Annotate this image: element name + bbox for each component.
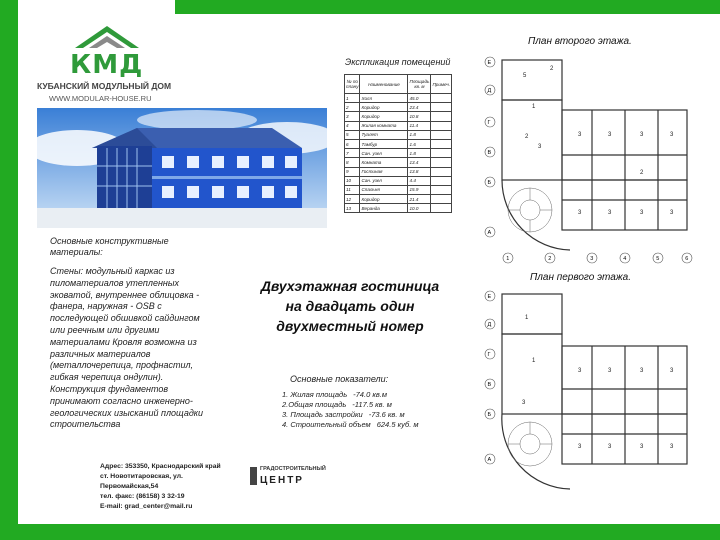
plan-axes <box>485 57 692 263</box>
center-logo-mark-icon <box>250 467 257 485</box>
table-cell: 3 <box>345 112 360 121</box>
table-row <box>345 149 452 158</box>
indicators-heading: Основные показатели: <box>290 374 389 384</box>
explication-title: Экспликация помещений <box>345 57 451 67</box>
table-row <box>345 158 452 167</box>
table-cell: 6 <box>345 139 360 148</box>
explication-table <box>344 74 452 213</box>
document-title <box>230 276 470 336</box>
table-cell: Спальня <box>360 185 408 194</box>
axis-letter-label: А <box>487 457 492 463</box>
svg-text:3: 3 <box>640 132 644 138</box>
axis-letter-label: Д <box>487 322 492 328</box>
center-logo-line1: ГРАДОСТРОИТЕЛЬНЫЙ <box>260 466 326 472</box>
title-line: на двадцать один <box>285 298 415 314</box>
left-green-border <box>0 0 18 540</box>
table-cell: Жилая комната <box>360 121 408 130</box>
svg-text:3: 3 <box>670 210 674 216</box>
table-cell <box>431 112 452 121</box>
axis-letter-label: Г <box>487 120 491 126</box>
company-logo <box>37 18 177 108</box>
table-cell: 7 <box>345 149 360 158</box>
table-row <box>345 94 452 103</box>
svg-text:3: 3 <box>640 444 644 450</box>
center-logo-line2: ЦЕНТР <box>260 475 304 486</box>
table-cell: 45.0 <box>408 94 431 103</box>
table-cell: 13.4 <box>408 158 431 167</box>
svg-text:3: 3 <box>608 210 612 216</box>
table-cell: Комната <box>360 158 408 167</box>
svg-text:3: 3 <box>608 132 612 138</box>
svg-text:1: 1 <box>532 104 536 110</box>
axis-number-label: 1 <box>506 256 510 262</box>
indicator-item: 2.Общая площадь -117.5 кв. м <box>282 400 392 409</box>
table-cell: Гостиная <box>360 167 408 176</box>
column-header: Наименование <box>360 75 408 94</box>
address-email: E-mail: grad_center@mail.ru <box>100 503 193 510</box>
title-line: двухместный номер <box>276 318 424 334</box>
axis-letter-label: Е <box>487 294 492 300</box>
table-cell: Холл <box>360 94 408 103</box>
address-phone: тел. факс: (86158) 3 32-19 <box>100 493 185 500</box>
axis-number-label: 2 <box>548 256 552 262</box>
table-cell <box>431 176 452 185</box>
table-cell <box>431 103 452 112</box>
table-cell: Коридор <box>360 103 408 112</box>
top-green-border <box>175 0 720 14</box>
table-row <box>345 176 452 185</box>
table-header-row <box>345 75 452 94</box>
table-cell <box>431 204 452 213</box>
table-cell: Туалет <box>360 130 408 139</box>
table-cell: 13.8 <box>408 167 431 176</box>
table-cell: 5 <box>345 130 360 139</box>
plan-axes <box>485 291 495 464</box>
table-cell: 11 <box>345 185 360 194</box>
svg-text:3: 3 <box>578 444 582 450</box>
table-cell: Тамбур <box>360 139 408 148</box>
table-cell: 1.6 <box>408 139 431 148</box>
axis-letter-label: А <box>487 230 492 236</box>
indicator-item: 4. Строительный объем 624.5 куб. м <box>282 420 419 429</box>
table-cell: 21.4 <box>408 195 431 204</box>
first-floor-plan <box>480 284 698 504</box>
title-line: Двухэтажная гостиница <box>260 278 440 294</box>
table-cell <box>431 139 452 148</box>
table-cell <box>431 167 452 176</box>
svg-text:3: 3 <box>608 368 612 374</box>
axis-letter-label: В <box>487 150 492 156</box>
address-line: Адрес: 353350, Краснодарский край <box>100 463 221 470</box>
svg-text:5: 5 <box>523 73 527 79</box>
axis-letter-label: Е <box>487 60 492 66</box>
materials-text: Стены: модульный каркас из пиломатериалов утепленных эковатой, внутреннее облицовка - фанера, наружная - OSB с последующей обшивкой сайдингом или реечным или другими материалами Кровля возможна из различных материалов (металлочерепица, профнастил, гибкая черепица ондулин). Конструкция фундаментов принимают согласно инженерно-геологических изысканий площадки строительства <box>50 266 204 430</box>
table-cell: 10.8 <box>408 112 431 121</box>
svg-text:3: 3 <box>538 144 542 150</box>
table-cell: 10.0 <box>408 204 431 213</box>
axis-letter-label: Б <box>487 412 492 418</box>
table-cell: 2 <box>345 103 360 112</box>
svg-text:3: 3 <box>640 368 644 374</box>
table-cell <box>431 185 452 194</box>
svg-text:3: 3 <box>640 210 644 216</box>
axis-number-label: 3 <box>590 256 594 262</box>
table-cell: 12 <box>345 195 360 204</box>
table-cell: Сан. узел <box>360 149 408 158</box>
table-cell: 1 <box>345 94 360 103</box>
first-floor-plan-title: План первого этажа. <box>530 272 631 283</box>
svg-text:2: 2 <box>550 66 554 72</box>
table-cell: 1.8 <box>408 130 431 139</box>
table-cell: 4 <box>345 121 360 130</box>
axis-number-label: 4 <box>623 256 627 262</box>
bottom-green-border <box>0 524 720 540</box>
table-row <box>345 130 452 139</box>
svg-text:3: 3 <box>670 368 674 374</box>
axis-letter-label: Г <box>487 352 491 358</box>
table-cell <box>431 158 452 167</box>
logo-company-name: КУБАНСКИЙ МОДУЛЬНЫЙ ДОМ <box>37 81 172 91</box>
table-row <box>345 103 452 112</box>
house-roof-icon <box>67 24 147 52</box>
svg-text:3: 3 <box>522 400 526 406</box>
table-row <box>345 139 452 148</box>
table-cell: Сан. узел <box>360 176 408 185</box>
svg-text:3: 3 <box>670 444 674 450</box>
svg-text:3: 3 <box>670 132 674 138</box>
svg-text:3: 3 <box>578 132 582 138</box>
table-cell <box>431 94 452 103</box>
table-row <box>345 112 452 121</box>
svg-text:2: 2 <box>525 134 529 140</box>
table-cell <box>431 149 452 158</box>
svg-text:3: 3 <box>578 210 582 216</box>
svg-text:2: 2 <box>640 170 644 176</box>
table-cell: 23.4 <box>408 103 431 112</box>
column-header: Примеч. <box>431 75 452 94</box>
logo-letters: КМД <box>70 50 144 80</box>
table-cell: 4.4 <box>408 176 431 185</box>
grad-center-logo <box>250 466 340 488</box>
axis-letter-label: Б <box>487 180 492 186</box>
axis-number-label: 5 <box>656 256 660 262</box>
svg-text:3: 3 <box>578 368 582 374</box>
table-row <box>345 167 452 176</box>
axis-number-label: 6 <box>685 256 689 262</box>
building-rendering <box>37 108 327 228</box>
column-header: № по плану <box>345 75 360 94</box>
indicators-list <box>282 390 419 430</box>
axis-letter-label: Д <box>487 88 492 94</box>
axis-letter-label: В <box>487 382 492 388</box>
table-cell: 13 <box>345 204 360 213</box>
svg-text:1: 1 <box>525 315 529 321</box>
indicator-item: 3. Площадь застройки -73.6 кв. м <box>282 410 405 419</box>
table-cell <box>431 130 452 139</box>
table-row <box>345 204 452 213</box>
table-cell: 8 <box>345 158 360 167</box>
table-cell: Коридор <box>360 112 408 121</box>
column-header: Площадь кв. м <box>408 75 431 94</box>
contact-address <box>100 462 240 512</box>
table-row <box>345 195 452 204</box>
table-cell: 10 <box>345 176 360 185</box>
table-row <box>345 185 452 194</box>
svg-text:1: 1 <box>532 358 536 364</box>
table-cell: Коридор <box>360 195 408 204</box>
materials-heading: Основные конструктивные материалы: <box>50 236 169 257</box>
table-cell <box>431 195 452 204</box>
svg-text:3: 3 <box>608 444 612 450</box>
indicator-item: 1. Жилая площадь -74.0 кв.м <box>282 390 388 399</box>
table-cell: 9 <box>345 167 360 176</box>
address-line: ст. Новотитаровская, ул. Первомайская,54 <box>100 473 183 490</box>
table-row <box>345 121 452 130</box>
table-cell: 11.4 <box>408 121 431 130</box>
second-floor-plan <box>480 50 698 268</box>
logo-website: WWW.MODULAR-HOUSE.RU <box>49 94 152 103</box>
table-cell <box>431 121 452 130</box>
second-floor-plan-title: План второго этажа. <box>528 36 632 47</box>
table-cell: 15.9 <box>408 185 431 194</box>
table-cell: 1.8 <box>408 149 431 158</box>
table-cell: Веранда <box>360 204 408 213</box>
